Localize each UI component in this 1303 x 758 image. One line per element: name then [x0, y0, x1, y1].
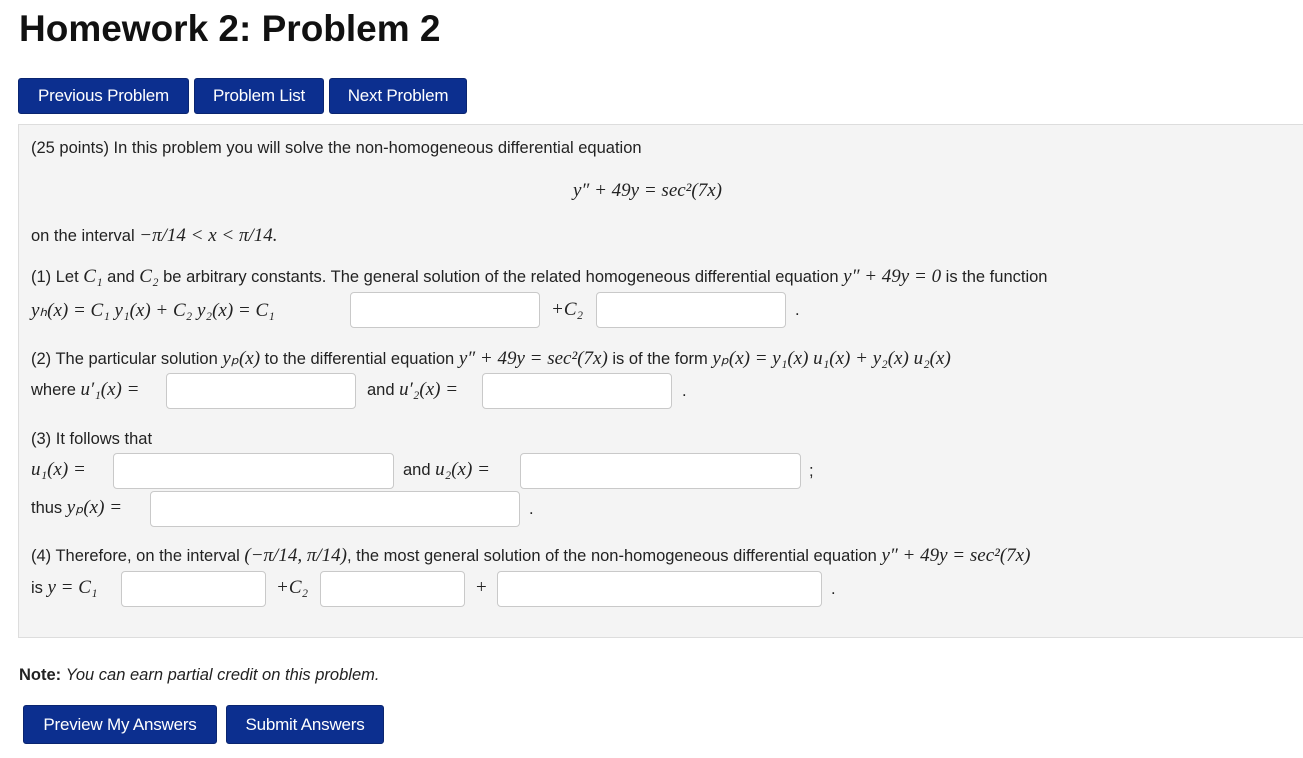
- problem-list-button[interactable]: Problem List: [194, 78, 324, 114]
- submit-answers-button[interactable]: Submit Answers: [226, 705, 384, 744]
- part3-statement: (3) It follows that: [31, 430, 153, 448]
- part3-period: .: [529, 500, 534, 518]
- answer-u2-input[interactable]: [520, 453, 801, 489]
- part2-period: .: [682, 382, 687, 400]
- part1-yh-expression: yₕ(x) = C₁ y₁(x) + C₂ y₂(x) = C₁: [31, 300, 275, 321]
- part3-and: and u₂(x) =: [403, 459, 490, 480]
- part4-plus: +: [476, 577, 487, 598]
- interval-line: [31, 225, 278, 247]
- answer-yp-input[interactable]: [150, 491, 520, 527]
- part4-statement: (4) Therefore, on the interval (−π/14, π/14), the most general solution of the non-homogeneous differential equation y″ + 49y = sec²(7x): [31, 545, 1031, 566]
- preview-answers-button[interactable]: Preview My Answers: [23, 705, 217, 744]
- answer-general-c2-input[interactable]: [320, 571, 465, 607]
- note-text: You can earn partial credit on this problem.: [65, 666, 380, 684]
- part4-period: .: [831, 580, 836, 598]
- answer-u1-input[interactable]: [113, 453, 394, 489]
- interval-value: −π/14 < x < π/14.: [139, 225, 278, 246]
- part2-where: where u′₁(x) =: [31, 379, 140, 400]
- answer-y2-input[interactable]: [596, 292, 786, 328]
- main-equation: y″ + 49y = sec²(7x): [573, 180, 722, 201]
- part1-period: .: [795, 301, 800, 319]
- note-label: Note:: [19, 666, 62, 684]
- part2-statement: (2) The particular solution yₚ(x) to the differential equation y″ + 49y = sec²(7x) is of the form yₚ(x) = y₁(x) u₁(x) + y₂(x) u₂(x): [31, 348, 951, 369]
- part3-u1-label: u₁(x) =: [31, 459, 86, 480]
- previous-problem-button[interactable]: Previous Problem: [18, 78, 189, 114]
- part3-thus: thus yₚ(x) =: [31, 497, 123, 518]
- answer-general-c1-input[interactable]: [121, 571, 266, 607]
- answer-u2-prime-input[interactable]: [482, 373, 672, 409]
- partial-credit-note: [19, 666, 379, 685]
- answer-u1-prime-input[interactable]: [166, 373, 356, 409]
- interval-label: on the interval: [31, 227, 135, 245]
- page-title: Homework 2: Problem 2: [19, 8, 441, 49]
- problem-intro: (25 points) In this problem you will solve the non-homogeneous differential equation: [31, 139, 642, 157]
- next-problem-button[interactable]: Next Problem: [329, 78, 467, 114]
- answer-y1-input[interactable]: [350, 292, 540, 328]
- part1-statement: (1) Let C₁ and C₂ be arbitrary constants. The general solution of the related homogeneous differential equation y″ + 49y = 0 is the function: [31, 266, 1048, 287]
- answer-particular-input[interactable]: [497, 571, 822, 607]
- part2-and: and u′₂(x) =: [367, 379, 459, 400]
- part4-is: is y = C₁: [31, 577, 98, 598]
- part1-plus-c2: +C₂: [551, 299, 584, 320]
- part4-plus-c2: +C₂: [276, 577, 309, 598]
- part3-semicolon: ;: [809, 462, 814, 480]
